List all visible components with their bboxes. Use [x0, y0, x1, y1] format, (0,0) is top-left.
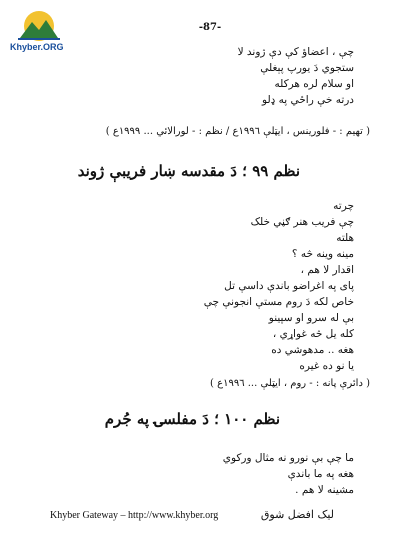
- poem-line: اقدار لا هم ،: [300, 264, 354, 276]
- footer-site-link[interactable]: Khyber Gateway – http://www.khyber.org: [50, 510, 219, 521]
- poem-line: هلته: [336, 232, 354, 244]
- poem-line: درته خې راځي په ډلو: [262, 94, 354, 106]
- poem-line: هغه په ما باندې: [287, 468, 354, 480]
- poem2-source: ( دائرې پانه : - روم ، ايټلې ... ۱۹۹٦ع ): [210, 378, 370, 389]
- poem-line: چې فريب هنر ګڼي خلک: [250, 216, 354, 228]
- page-number: -87-: [198, 22, 222, 33]
- poem1-source: ( تهيم : - فلورينس ، ايټلې ۱۹۹٦ع / نظم : - لورالائي ... ۱۹۹۹ع ): [105, 126, 370, 137]
- poem-line: چرته: [333, 200, 354, 212]
- poem2-lines: [204, 198, 354, 374]
- logo-text: Khyber.ORG: [10, 42, 64, 52]
- poem-line: يا نو ده غيره: [299, 360, 354, 372]
- poem3-lines: [223, 450, 354, 498]
- poem-line: او سلام لره هرکله: [274, 78, 354, 90]
- poem-line: چې ، اعضاؤ کې دې ژوند لا: [237, 46, 354, 58]
- poem2-title: نظم ۹۹ ؛ دَ مقدسه ښار فريبې ژوند: [77, 162, 300, 180]
- poem-line: خاص لکه دَ روم مستې انجونې چې: [203, 296, 354, 308]
- poem-line: هغه .. مدهوشي ده: [271, 344, 354, 356]
- poem-line: کله يل څه غواړي ،: [272, 328, 354, 340]
- poem-line: ستجوي دَ يورپ پېغلې: [260, 62, 354, 74]
- poem1-lines: [238, 44, 354, 108]
- poem3-title: نظم ۱۰۰ ؛ دَ مفلسۍ په جُرم: [104, 410, 280, 428]
- poem-line: مينه وينه څه ؟: [291, 248, 354, 260]
- poem-line: مشينه لا هم .: [295, 484, 354, 496]
- poem-line: پای په اغراضو باندې داسې تل: [224, 280, 354, 292]
- poem-line: ما چې بې نورو نه مثال وركوي: [222, 452, 354, 464]
- poem-line: بې له سرو او سپينو: [268, 312, 354, 324]
- footer-author: ليک افضل شوق: [260, 508, 334, 521]
